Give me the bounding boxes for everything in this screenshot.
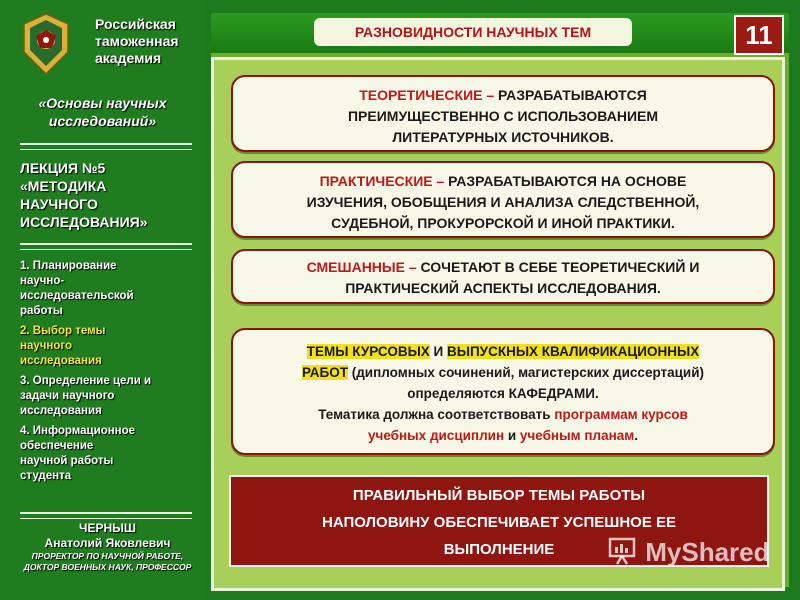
plan-item-line: студента xyxy=(20,470,72,482)
plan-item[interactable] xyxy=(20,424,200,484)
box-text: и xyxy=(504,428,520,443)
author-given-name: Анатолий Яковлевич xyxy=(44,536,171,550)
conclusion-line: ПРАВИЛЬНЫЙ ВЫБОР ТЕМЫ РАБОТЫ xyxy=(352,487,646,504)
course-line: исследований» xyxy=(48,113,157,129)
lecture-line: ЛЕКЦИЯ №5 xyxy=(20,160,106,176)
box-text: ПРЕИМУЩЕСТВЕННО С ИСПОЛЬЗОВАНИЕМ xyxy=(347,108,659,124)
plan-item-line: 4. Информационное xyxy=(20,425,136,437)
organization-name xyxy=(95,16,205,67)
topics-box xyxy=(231,328,775,455)
course-line: «Основы научных xyxy=(38,95,167,111)
author-role: ДОКТОР ВОЕННЫХ НАУК, ПРОФЕССОР xyxy=(23,562,192,572)
theoretical-box xyxy=(231,75,775,152)
box-text: СУДЕБНОЙ, ПРОКУРОРСКОЙ И ИНОЙ ПРАКТИКИ. xyxy=(331,215,675,231)
plan-item-line: 1. Планирование xyxy=(20,260,117,272)
plan-item-active[interactable] xyxy=(20,324,200,369)
plan-item-line: 3. Определение цели и xyxy=(20,375,152,387)
box-text: определяются КАФЕДРАМИ. xyxy=(407,386,599,401)
box-text: РАЗРАБАТЫВАЮТСЯ xyxy=(494,87,647,103)
term-label: ПРАКТИЧЕСКИЕ – xyxy=(319,173,445,189)
plan-item-line: научного xyxy=(20,340,73,352)
org-line: таможенная xyxy=(95,33,179,49)
highlight-text: ТЕМЫ КУРСОВЫХ xyxy=(306,344,430,359)
practical-box xyxy=(231,161,775,238)
watermark-text: MyShared xyxy=(645,537,770,567)
plan-item[interactable] xyxy=(20,259,200,319)
author-role: ПРОРЕКТОР ПО НАУЧНОЙ РАБОТЕ, xyxy=(31,551,184,561)
author-surname: ЧЕРНЫШ xyxy=(79,521,136,535)
slide-title: РАЗНОВИДНОСТИ НАУЧНЫХ ТЕМ xyxy=(314,18,632,46)
sidebar xyxy=(0,0,205,600)
term-label: СМЕШАННЫЕ – xyxy=(306,259,417,275)
divider xyxy=(20,512,192,519)
lecture-line: «МЕТОДИКА xyxy=(20,178,107,194)
box-text: ПРАКТИЧЕСКИЙ АСПЕКТЫ ИССЛЕДОВАНИЯ. xyxy=(345,280,661,296)
slide-main xyxy=(211,13,789,587)
watermark xyxy=(608,537,770,568)
plan-item-line: 2. Выбор темы xyxy=(20,325,106,337)
org-line: академия xyxy=(95,50,162,66)
conclusion-line: НАПОЛОВИНУ ОБЕСПЕЧИВАЕТ УСПЕШНОЕ ЕЕ xyxy=(321,514,677,531)
plan-item-line: задачи научного xyxy=(20,390,115,402)
plan-item-line: исследования xyxy=(20,405,102,417)
highlight-text: ВЫПУСКНЫХ КВАЛИФИКАЦИОННЫХ xyxy=(447,344,700,359)
presentation-icon xyxy=(608,537,638,565)
red-text: программам курсов xyxy=(554,407,688,422)
highlight-text: РАБОТ xyxy=(301,365,348,380)
divider xyxy=(20,243,192,250)
red-text: учебным планам xyxy=(519,428,635,443)
box-text: Тематика должна соответствовать xyxy=(318,407,555,422)
lecture-title xyxy=(20,159,200,231)
org-line: Российская xyxy=(95,16,176,32)
divider xyxy=(20,143,192,150)
slide-number: 11 xyxy=(734,15,784,55)
author-block xyxy=(15,521,200,573)
plan-item-line: научной работы xyxy=(20,455,114,467)
title-bar xyxy=(211,13,789,53)
box-text: ЛИТЕРАТУРНЫХ ИСТОЧНИКОВ. xyxy=(392,129,614,145)
plan-item-line: работы xyxy=(20,305,63,317)
red-text: учебных дисциплин xyxy=(367,428,505,443)
box-text: ИЗУЧЕНИЯ, ОБОБЩЕНИЯ И АНАЛИЗА СЛЕДСТВЕННОЙ, xyxy=(306,194,700,210)
lecture-line: НАУЧНОГО xyxy=(20,196,98,212)
mixed-box xyxy=(231,249,775,304)
lecture-plan-list xyxy=(20,259,200,489)
plan-item-line: исследовательской xyxy=(20,290,134,302)
plan-item-line: научно- xyxy=(20,275,65,287)
plan-item-line: исследования xyxy=(20,355,102,367)
content-panel xyxy=(211,57,785,591)
box-text: . xyxy=(634,428,639,443)
lecture-line: ИССЛЕДОВАНИЯ» xyxy=(20,214,148,230)
box-text: РАЗРАБАТЫВАЮТСЯ НА ОСНОВЕ xyxy=(444,173,687,189)
box-text: СОЧЕТАЮТ В СЕБЕ ТЕОРЕТИЧЕСКИЙ И xyxy=(416,259,700,275)
conclusion-line: ВЫПОЛНЕНИЕ xyxy=(443,541,555,558)
course-title xyxy=(20,94,185,130)
term-label: ТЕОРЕТИЧЕСКИЕ – xyxy=(359,87,495,103)
box-text: (дипломных сочинений, магистерских диссертаций) xyxy=(347,365,705,380)
customs-emblem-icon xyxy=(22,12,70,76)
plan-item[interactable] xyxy=(20,374,200,419)
box-text: И xyxy=(429,344,448,359)
plan-item-line: обеспечение xyxy=(20,440,94,452)
